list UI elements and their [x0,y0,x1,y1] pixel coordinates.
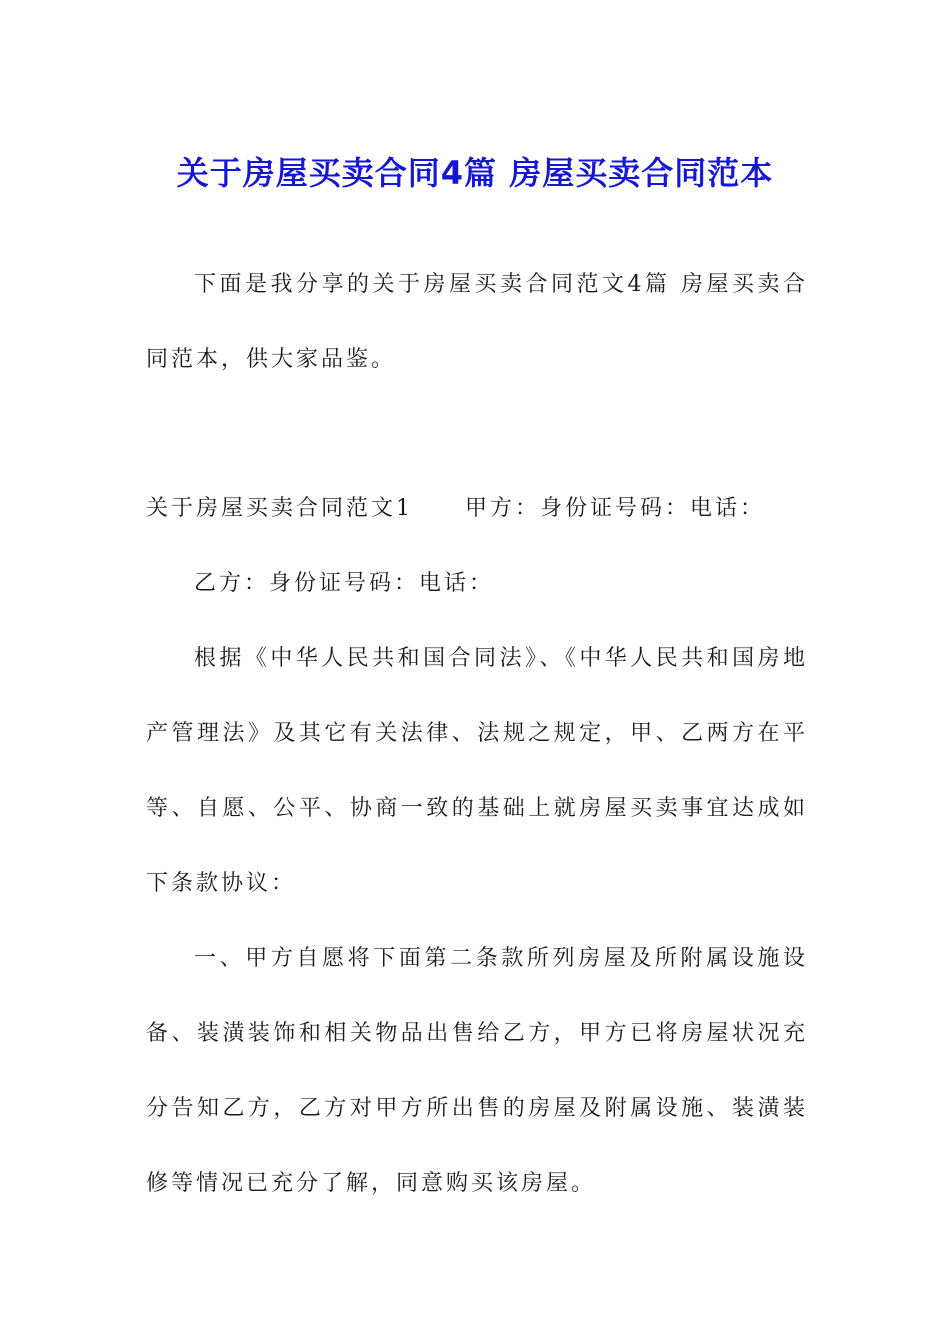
intro-block [146,247,808,397]
contract-heading-line [146,471,808,546]
document-title: 关于房屋买卖合同4篇 房屋买卖合同范本 [176,154,774,193]
clause-one-block [146,921,808,1221]
basis-paragraph: 根据《中华人民共和国合同法》、《中华人民共和国房地产管理法》及其它有关法律、法规之规定，甲、乙两方在平等、自愿、公平、协商一致的基础上就房屋买卖事宜达成如下条款协议： [146,646,808,896]
contract-heading: 关于房屋买卖合同范文1 [146,496,413,521]
party-b-block [146,546,808,621]
clause-one-paragraph: 一、甲方自愿将下面第二条款所列房屋及所附属设施设备、装潢装饰和相关物品出售给乙方，甲方已将房屋状况充分告知乙方，乙方对甲方所出售的房屋及附属设施、装潢装修等情况已充分了解，同意购买该房屋。 [146,946,808,1196]
party-b-line: 乙方：身份证号码：电话： [194,571,495,596]
basis-block [146,621,808,921]
party-a-line: 甲方：身份证号码：电话： [465,496,766,521]
intro-paragraph: 下面是我分享的关于房屋买卖合同范文4篇 房屋买卖合同范本，供大家品鉴。 [146,272,808,372]
